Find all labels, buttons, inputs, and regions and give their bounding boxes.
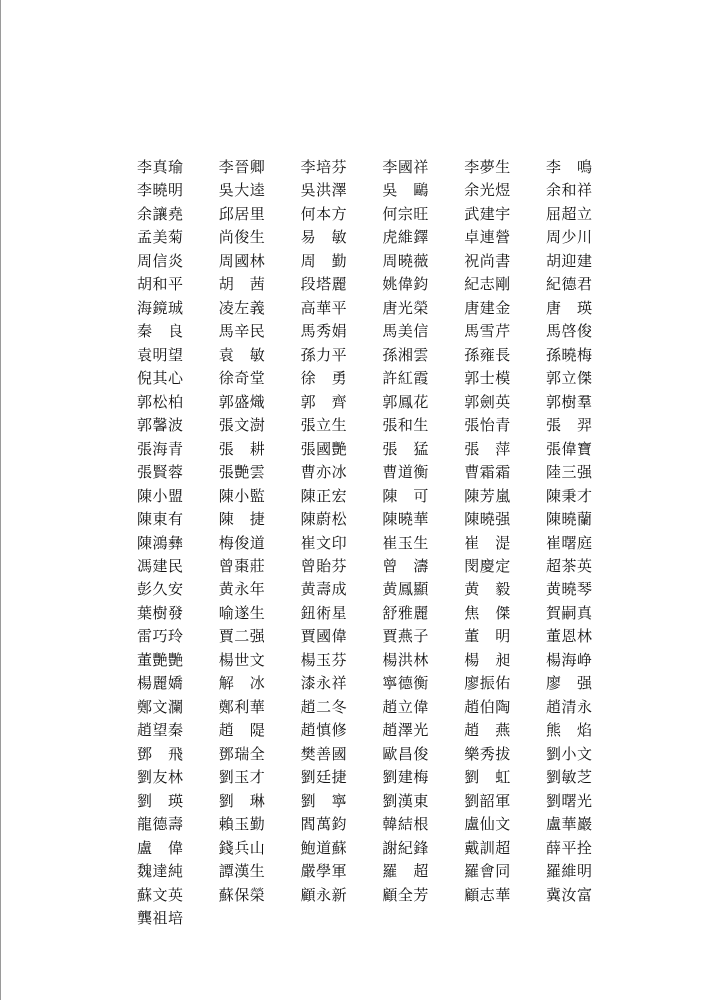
- page-left-edge-line: [0, 0, 1, 1000]
- contributor-name: 徐 勇: [300, 369, 348, 388]
- contributor-name: 陳鴻彝: [137, 533, 184, 552]
- contributor-name: 虎維鐸: [382, 228, 429, 247]
- contributor-name: 劉廷捷: [300, 768, 348, 787]
- contributor-name: 崔文印: [300, 533, 348, 552]
- contributor-name: 尚俊生: [218, 228, 266, 247]
- contributor-name: 馮建民: [137, 556, 184, 575]
- contributor-name: 劉小文: [545, 744, 593, 763]
- contributor-name: 謝紀鋒: [382, 838, 429, 857]
- contributor-name: 楊洪林: [382, 650, 429, 669]
- contributor-name: 郭樹羣: [545, 392, 593, 411]
- contributor-name: 漆永祥: [300, 674, 348, 693]
- contributor-name: 劉友林: [137, 768, 184, 787]
- contributor-name: 張 羿: [545, 416, 593, 435]
- contributor-name: 張 萍: [464, 439, 511, 458]
- contributor-name: 趙 燕: [464, 721, 511, 740]
- contributor-name: 鄭利華: [218, 697, 266, 716]
- contributor-name: 周曉薇: [382, 251, 429, 270]
- contributor-name: 何宗旺: [382, 204, 429, 223]
- contributor-name: 劉 寧: [300, 791, 348, 810]
- contributor-name: 張 耕: [218, 439, 266, 458]
- contributor-name: 張賢蓉: [137, 463, 184, 482]
- contributor-name: 李晉卿: [218, 158, 266, 176]
- contributor-name: 袁 敏: [218, 345, 266, 364]
- contributor-name: 焦 傑: [464, 603, 511, 622]
- contributor-name: 崔玉生: [382, 533, 429, 552]
- contributor-name: 李國祥: [382, 158, 429, 176]
- contributor-name: 閔慶定: [464, 556, 511, 575]
- contributor-name: 邱居里: [218, 204, 266, 223]
- contributor-name: 張艷雲: [218, 463, 266, 482]
- contributor-name: 趙立偉: [382, 697, 429, 716]
- contributor-name: 郭士模: [464, 369, 511, 388]
- contributor-name: 劉 瑛: [137, 791, 184, 810]
- contributor-name: 張和生: [382, 416, 429, 435]
- contributor-name: 陳曉華: [382, 510, 429, 529]
- contributor-name: 趙望秦: [137, 721, 184, 740]
- contributor-name: 超茶英: [545, 556, 593, 575]
- contributor-name: 張海青: [137, 439, 184, 458]
- contributor-name: 陳 捷: [218, 510, 266, 529]
- contributor-name: 董恩林: [545, 627, 593, 646]
- contributor-name: 紀志剛: [464, 275, 511, 294]
- contributor-name: 劉 虹: [464, 768, 511, 787]
- contributor-name: 秦 良: [137, 322, 184, 341]
- contributor-name: 唐建金: [464, 298, 511, 317]
- contributor-name: 唐光榮: [382, 298, 429, 317]
- contributor-name: 魏達純: [137, 862, 184, 881]
- contributor-name: 龔祖培: [137, 909, 184, 927]
- contributor-name: 高華平: [300, 298, 348, 317]
- contributor-name: 趙澤光: [382, 721, 429, 740]
- contributor-name: 劉玉才: [218, 768, 266, 787]
- contributor-name: 賀嗣真: [545, 603, 593, 622]
- contributor-name: 紀德君: [545, 275, 593, 294]
- contributor-name: 馬啓俊: [545, 322, 593, 341]
- contributor-name: 楊麗嬌: [137, 674, 184, 693]
- contributor-name: 劉漢東: [382, 791, 429, 810]
- contributor-name: 郭劍英: [464, 392, 511, 411]
- contributor-name: 陳曉强: [464, 510, 511, 529]
- contributor-name: 蘇文英: [137, 885, 184, 904]
- contributor-name: 陳 可: [382, 486, 429, 505]
- contributor-name: 馬美信: [382, 322, 429, 341]
- contributor-name: 張 猛: [382, 439, 429, 458]
- contributor-name: 易 敏: [300, 228, 348, 247]
- contributor-name: 樊善國: [300, 744, 348, 763]
- contributor-name: 寧德衡: [382, 674, 429, 693]
- contributor-name: 梅俊道: [218, 533, 266, 552]
- contributor-name: 歐昌俊: [382, 744, 429, 763]
- contributor-name: 孫湘雲: [382, 345, 429, 364]
- contributor-name: 周信炎: [137, 251, 184, 270]
- contributor-name: 凌左義: [218, 298, 266, 317]
- contributor-name: 董 明: [464, 627, 511, 646]
- contributor-name: 胡 茜: [218, 275, 266, 294]
- contributor-name: 黄永年: [218, 580, 266, 599]
- contributor-name: 趙 隄: [218, 721, 266, 740]
- contributor-name: 蘇保榮: [218, 885, 266, 904]
- contributor-name: 鄧 飛: [137, 744, 184, 763]
- contributor-name: 葉樹發: [137, 603, 184, 622]
- contributor-name: 姚偉鈞: [382, 275, 429, 294]
- contributor-name: 陳小盟: [137, 486, 184, 505]
- contributor-name: 鈕術星: [300, 603, 348, 622]
- contributor-name: 陳小監: [218, 486, 266, 505]
- contributor-name: 崔曙庭: [545, 533, 593, 552]
- contributor-name: 雷巧玲: [137, 627, 184, 646]
- contributor-name: 倪其心: [137, 369, 184, 388]
- contributor-name: 羅維明: [545, 862, 593, 881]
- contributor-name: 吳大逵: [218, 181, 266, 200]
- contributor-name: 李夢生: [464, 158, 511, 176]
- contributor-name: 卓連營: [464, 228, 511, 247]
- contributor-name: 吳 鷗: [382, 181, 429, 200]
- contributor-name: 陳東有: [137, 510, 184, 529]
- contributor-name: 劉韶軍: [464, 791, 511, 810]
- contributor-name: 陳芳嵐: [464, 486, 511, 505]
- contributor-name: 盧華巖: [545, 815, 593, 834]
- contributor-name: 李曉明: [137, 181, 184, 200]
- contributor-name: 劉敏芝: [545, 768, 593, 787]
- contributor-name: 李培芬: [300, 158, 348, 176]
- contributor-name: 孫力平: [300, 345, 348, 364]
- contributor-name: 喻遂生: [218, 603, 266, 622]
- contributor-name: 龍德壽: [137, 815, 184, 834]
- contributor-name: 武建宇: [464, 204, 511, 223]
- contributor-name: 楊世文: [218, 650, 266, 669]
- contributor-name: 閻萬鈞: [300, 815, 348, 834]
- contributor-name: 趙二冬: [300, 697, 348, 716]
- contributor-name: 余光煜: [464, 181, 511, 200]
- contributor-name: 楊 昶: [464, 650, 511, 669]
- contributor-name: 胡迎建: [545, 251, 593, 270]
- contributor-name: 陳蔚松: [300, 510, 348, 529]
- contributor-name: 屈超立: [545, 204, 593, 223]
- contributor-name: 張文澍: [218, 416, 266, 435]
- contributor-name: 戴訓超: [464, 838, 511, 857]
- contributor-name: 周國林: [218, 251, 266, 270]
- contributor-name: 黄鳳顯: [382, 580, 429, 599]
- contributor-name: 周少川: [545, 228, 593, 247]
- contributor-name: 冀汝富: [545, 885, 593, 904]
- contributor-name: 陳秉才: [545, 486, 593, 505]
- contributor-name: 李真瑜: [137, 158, 184, 176]
- contributor-name: 廖 强: [545, 674, 593, 693]
- contributor-name: 賈國偉: [300, 627, 348, 646]
- contributor-name: 段塔麗: [300, 275, 348, 294]
- contributor-name: 曾 濤: [382, 556, 429, 575]
- contributor-name: 薛平拴: [545, 838, 593, 857]
- contributor-name: 余和祥: [545, 181, 593, 200]
- contributor-name: 吳洪澤: [300, 181, 348, 200]
- contributor-name: 馬秀娟: [300, 322, 348, 341]
- contributor-name: 孟美菊: [137, 228, 184, 247]
- contributor-name: 曾貽芬: [300, 556, 348, 575]
- contributor-name: 郭鳳花: [382, 392, 429, 411]
- contributor-name: 黄壽成: [300, 580, 348, 599]
- contributor-name: 董艷艷: [137, 650, 184, 669]
- contributor-name: 馬辛民: [218, 322, 266, 341]
- contributor-name: 劉建梅: [382, 768, 429, 787]
- contributor-name: 張立生: [300, 416, 348, 435]
- contributor-name: 余讓堯: [137, 204, 184, 223]
- contributor-name: 郭立傑: [545, 369, 593, 388]
- contributor-name: 張偉寶: [545, 439, 593, 458]
- contributor-name: 陳曉蘭: [545, 510, 593, 529]
- contributor-name: 彭久安: [137, 580, 184, 599]
- contributor-name: 唐 瑛: [545, 298, 593, 317]
- contributor-name: 孫曉梅: [545, 345, 593, 364]
- contributor-name: 劉 琳: [218, 791, 266, 810]
- contributor-name: 熊 焰: [545, 721, 593, 740]
- contributor-name: 曹霜霜: [464, 463, 511, 482]
- contributor-name: 樂秀拔: [464, 744, 511, 763]
- contributor-name: 黄 毅: [464, 580, 511, 599]
- contributor-name: 馬雪芹: [464, 322, 511, 341]
- contributor-name: 嚴學軍: [300, 862, 348, 881]
- contributor-name: 陳正宏: [300, 486, 348, 505]
- contributor-name: 譚漢生: [218, 862, 266, 881]
- contributor-name: 黄曉琴: [545, 580, 593, 599]
- contributor-name: 許紅霞: [382, 369, 429, 388]
- contributor-name: 顧全芳: [382, 885, 429, 904]
- contributor-name: 趙伯陶: [464, 697, 511, 716]
- contributor-name: 鄧瑞全: [218, 744, 266, 763]
- contributor-name: 郭馨波: [137, 416, 184, 435]
- contributor-name: 鄭文瀾: [137, 697, 184, 716]
- contributor-name: 解 冰: [218, 674, 266, 693]
- contributor-name: 趙慎修: [300, 721, 348, 740]
- contributor-name: 胡和平: [137, 275, 184, 294]
- contributor-name: 曹亦冰: [300, 463, 348, 482]
- contributor-name: 周 勤: [300, 251, 348, 270]
- contributor-name: 舒雅麗: [382, 603, 429, 622]
- contributor-name: 祝尚書: [464, 251, 511, 270]
- contributor-name: 羅 超: [382, 862, 429, 881]
- contributor-name: 劉曙光: [545, 791, 593, 810]
- contributor-name: 郭 齊: [300, 392, 348, 411]
- contributor-name: 海鏡珹: [137, 298, 184, 317]
- contributor-name: 趙清永: [545, 697, 593, 716]
- contributor-name: 盧仙文: [464, 815, 511, 834]
- contributor-name: 郭松柏: [137, 392, 184, 411]
- contributor-name: 顧志華: [464, 885, 511, 904]
- contributor-name: 孫雍長: [464, 345, 511, 364]
- contributor-name: 楊玉芬: [300, 650, 348, 669]
- contributor-name: 徐奇堂: [218, 369, 266, 388]
- contributor-name: 李 鳴: [545, 158, 593, 176]
- contributor-name: 曾棗莊: [218, 556, 266, 575]
- contributor-name: 羅會同: [464, 862, 511, 881]
- contributor-name: 賈燕子: [382, 627, 429, 646]
- contributor-name: 錢兵山: [218, 838, 266, 857]
- contributor-name: 郭盛熾: [218, 392, 266, 411]
- contributor-name: 鮑道蘇: [300, 838, 348, 857]
- contributor-name: 何本方: [300, 204, 348, 223]
- contributor-name: 張國艷: [300, 439, 348, 458]
- contributor-name: 韓結根: [382, 815, 429, 834]
- contributor-names-list: [137, 156, 628, 930]
- contributor-name: 楊海峥: [545, 650, 593, 669]
- contributor-name: 賴玉勤: [218, 815, 266, 834]
- contributor-name: 曹道衡: [382, 463, 429, 482]
- contributor-name: 顧永新: [300, 885, 348, 904]
- contributor-name: 廖振佑: [464, 674, 511, 693]
- contributor-name: 崔 湜: [464, 533, 511, 552]
- contributor-name: 張怡青: [464, 416, 511, 435]
- contributor-name: 袁明望: [137, 345, 184, 364]
- contributor-name: 陸三强: [545, 463, 593, 482]
- contributor-name: 賈二强: [218, 627, 266, 646]
- contributor-name: 盧 偉: [137, 838, 184, 857]
